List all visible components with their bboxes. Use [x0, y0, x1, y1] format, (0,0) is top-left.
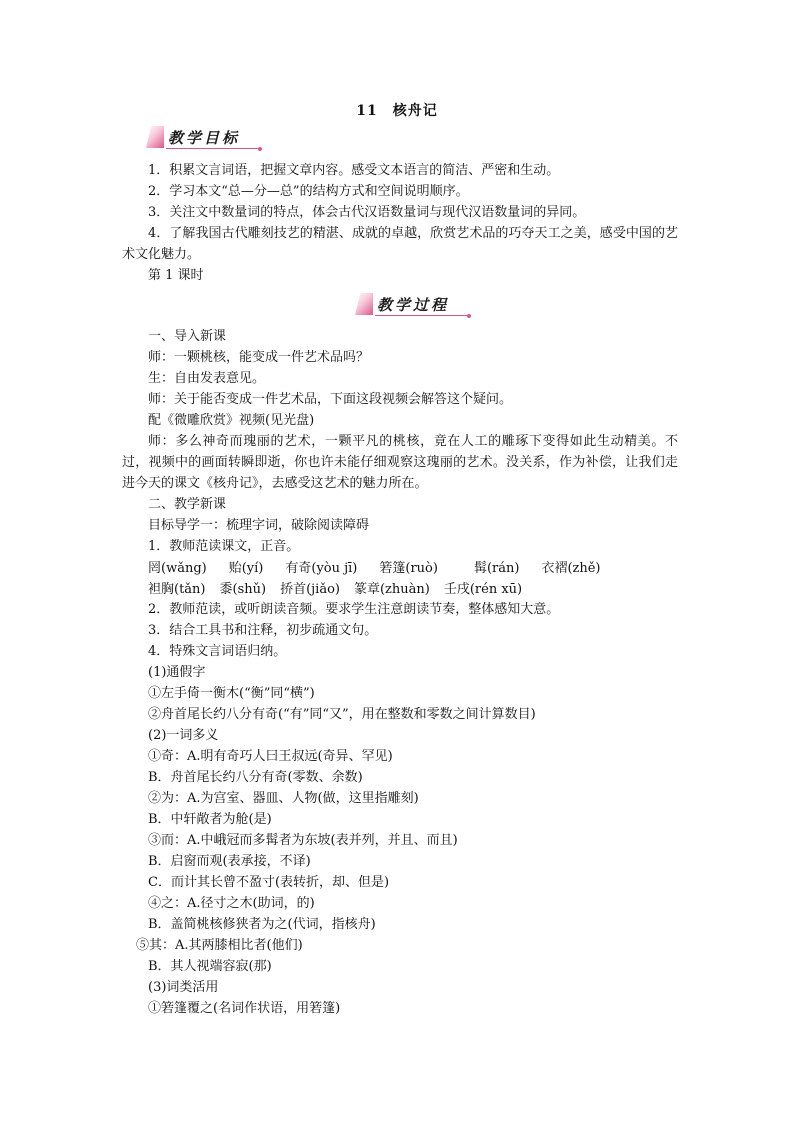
pinyin-item: 篆章(zhuàn)	[353, 582, 430, 597]
dialog-line: 师：关于能否变成一件艺术品，下面这段视频会解答这个疑问。	[148, 392, 513, 407]
goals-banner-label: 教学目标	[168, 128, 241, 147]
pinyin-item: 罔(wǎng)	[148, 561, 207, 576]
content-line: ①左手倚一衡木(“衡”同“横”)	[148, 686, 315, 701]
dialog-line: 师：一颗桃核，能变成一件艺术品吗？	[148, 350, 370, 365]
goal-guide: 目标导学一：梳理字词，破除阅读障碍	[148, 518, 370, 533]
lesson-label: 第 1 课时	[148, 268, 204, 283]
pinyin-item: 有奇(yòu jī)	[285, 561, 358, 576]
goal-item: 4．了解我国古代雕刻技艺的精湛、成就的卓越，欣赏艺术品的巧夺天工之美，感受中国的艺术文化魅力。	[122, 226, 678, 262]
content-line: (3)词类活用	[148, 980, 219, 995]
content-line: C．而计其长曾不盈寸(表转折，却、但是)	[148, 875, 390, 890]
section-heading: 二、教学新课	[148, 497, 227, 512]
banner-dot-icon	[258, 147, 262, 151]
pinyin-item: 衣褶(zhě)	[541, 561, 601, 576]
goal-item: 2．学习本文“总—分—总”的结构方式和空间说明顺序。	[148, 184, 469, 199]
pinyin-item: 贻(yí)	[228, 561, 264, 576]
content-line: B．盖简桃核修狭者为之(代词，指核舟)	[148, 917, 376, 932]
pinyin-item: 挢首(jiǎo)	[280, 582, 340, 597]
step-line: 4．特殊文言词语归纳。	[148, 644, 287, 659]
content-line: ③而：A.中峨冠而多髯者为东坡(表并列，并且、而且)	[148, 833, 458, 848]
content-line: B．舟首尾长约八分有奇(零数、余数)	[148, 770, 363, 785]
content-line: B．其人视端容寂(那)	[148, 959, 272, 974]
content-line: ①箬篷覆之(名词作状语，用箬篷)	[148, 1001, 341, 1016]
section-heading: 一、导入新课	[148, 329, 227, 344]
page-title: 11 核舟记	[356, 103, 438, 119]
content-line: (1)通假字	[148, 665, 206, 680]
step-line: 2．教师范读，或听朗读音频。要求学生注意朗读节奏，整体感知大意。	[148, 602, 560, 617]
banner-underline	[166, 148, 261, 149]
banner-underline	[375, 315, 470, 316]
pinyin-item: 壬戌(rén xū)	[443, 582, 523, 597]
dialog-paragraph: 师：多么神奇而瑰丽的艺术，一颗平凡的桃核，竟在人工的雕琢下变得如此生动精美。不过，视频中的画面转瞬即逝，你也许未能仔细观察这瑰丽的艺术。没关系，作为补偿，让我们走进今天的课文《核舟记》，去感受这艺术的魅力所在。	[122, 434, 678, 491]
content-line: ②舟首尾长约八分有奇(“有”同“又”，用在整数和零数之间计算数目)	[148, 707, 536, 722]
pinyin-row	[148, 578, 544, 597]
banner-dot-icon	[467, 314, 471, 318]
goal-item: 1．积累文言词语，把握文章内容。感受文本语言的简洁、严密和生动。	[148, 163, 560, 178]
content-line: B．中轩敞者为舱(是)	[148, 812, 272, 827]
content-line: ①奇：A.明有奇巧人曰王叔远(奇异、罕见)	[148, 749, 393, 764]
content-line: ②为：A.为宫室、器皿、人物(做，这里指雕刻)	[148, 791, 419, 806]
step-line: 1．教师范读课文，正音。	[148, 539, 300, 554]
pinyin-row	[148, 557, 623, 576]
pinyin-item: 黍(shǔ)	[219, 582, 267, 597]
goals-banner	[146, 125, 261, 149]
pinyin-item: 袒胸(tǎn)	[148, 582, 206, 597]
pinyin-item: 髯(rán)	[473, 561, 520, 576]
process-banner	[355, 292, 470, 316]
goal-item: 3．关注文中数量词的特点，体会古代汉语数量词与现代汉语数量词的异同。	[148, 205, 586, 220]
content-line: ⑤其：A.其两膝相比者(他们)	[136, 938, 303, 953]
content-line: B．启窗而观(表承接，不译)	[148, 854, 311, 869]
banner-flag-icon	[146, 126, 164, 148]
banner-flag-icon	[355, 293, 373, 315]
dialog-line: 配《微雕欣赏》视频(见光盘)	[148, 413, 315, 428]
step-line: 3．结合工具书和注释，初步疏通文句。	[148, 623, 378, 638]
dialog-line: 生：自由发表意见。	[148, 371, 266, 386]
content-line: ④之：A.径寸之木(助词，的)	[148, 896, 315, 911]
process-banner-label: 教学过程	[377, 295, 450, 314]
pinyin-item: 箬篷(ruò)	[379, 561, 438, 576]
content-line: (2)一词多义	[148, 728, 219, 743]
